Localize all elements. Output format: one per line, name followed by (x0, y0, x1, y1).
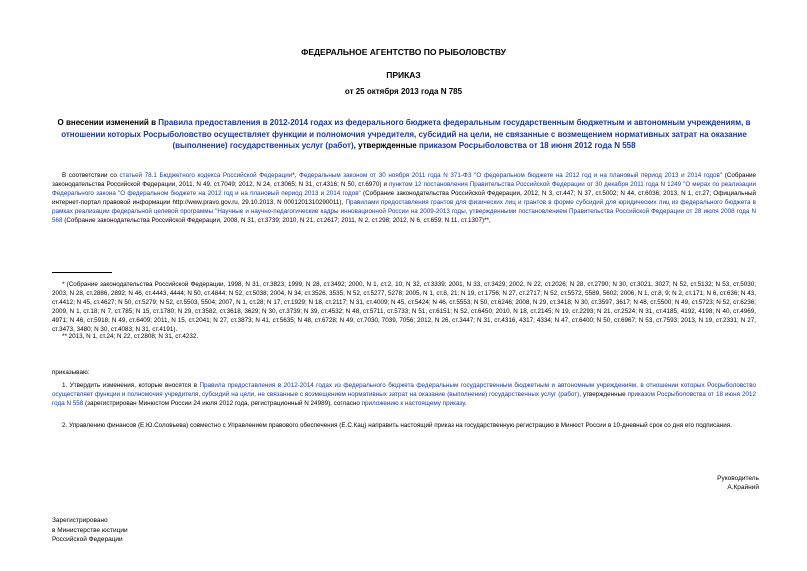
footnote-separator (52, 272, 112, 273)
signatory-position: Руководитель (717, 475, 759, 482)
preamble-text: (Собрание законодательства Российской Федерации, 2011, N 49, ст.7049; 2012, N 24, ст.3065; N 31, ст.4316; N 50, ст.6970) и (52, 172, 756, 188)
preamble-text: В соответствии со (62, 172, 120, 179)
footnote-1: * (Собрание законодательства Российской Федерации, 1998, N 31, ст.3823; 1999, N 28, ст.3492; 2000, N 1, ст.2, 10; N 32, ст.3339; 2001, N 33, ст.3429; 2002, N 22, ст.2026; N 28, ст.2790; N 30, ст.3021, 3027; N 52, ст.5132; N 53, ст.5030; 2003, N 28, ст.2886, 2892; N 46, ст.4443, 4444; N 50, ст.4844; N 52, ст.5038; 2004, N 34, ст.3526, 3535; N 52, ст.5277, 5278; 2005, N 1, ст.8, 21; N 19, ст.1756; N 27, ст.2717; N 52, ст.5572, 5589, 5602; 2006, N 1, ст.8, 9; N 2, ст.171; N 6, ст.636; N 43, ст.4412; N 45, ст.4627; N 50, ст.5279; N 52, ст.5503, 5504; 2007, N 1, ст.28; N 17, ст.1929; N 18, ст.2117; N 31, ст.4009; N 45, ст.5424; N 46, ст.5553; N 50, ст.6246; 2008, N 29, ст.3418; N 30, ст.3597, 3617; N 48, ст.5500; N 49, ст.5723; N 52, ст.6236; 2009, N 1, ст.18; N 7, ст.785; N 15, ст.1780; N 29, ст.3582, ст.3618, 3629; N 30, ст.3739; N 39, ст.4532; N 48, ст.5711, ст.5733; N 51, ст.6151; N 52, ст.6450; 2010, N 18, ст.2145; N 19, ст.2293; N 21, ст.2524; N 31, ст.4185, 4192, 4198; N 40, ст.4969, 4971; N 46, ст.5918; N 49, ст.6409; 2011, N 15, ст.2041; N 27, ст.3873; N 41, ст.5635; N 48, ст.6728; N 49, ст.7030, 7039, 7056; 2012, N 26, ст.3447; N 31, ст.4316, 4317, 4334; N 47, ст.6400; N 50, ст.6967; N 53, ст.7593; 2013, N 19, ст.2331; N 27, ст.3473, 3480; N 30, ст.4083; N 31, ст.4191). (52, 281, 756, 333)
item1-link-rules[interactable]: Правила предоставления в 2012-2014 годах из федерального бюджета федеральным государственным бюджетным и автономным учреждениям, в отношении которых Росрыболовство осуществляет функции и полномочия учредителя, субсидий на цели, не связанные с возмещением нормативных затрат на оказание (выполнение) государственных услуг (работ) (52, 382, 756, 398)
title-text: , утвержденные (353, 141, 419, 150)
order-item-2: 2. Управлению финансов (Е.Ю.Соловьева) совместно с Управлением правового обеспечения (Е.С.Кац) направить настоящий приказ на государственную регистрацию в Минюст России в 10-дневный срок со дня его подписания. (62, 422, 732, 429)
item1-text: 1. Утвердить изменения, которые вносятся в (62, 382, 200, 389)
document-title (52, 117, 756, 152)
title-link-rules[interactable]: Правила предоставления в 2012-2014 годах из федерального бюджета федеральным государственным бюджетным и автономным учреждениям, в отношении которых Росрыболовство осуществляет функции и полномочия учредителя, субсидий на цели, не связанные с возмещением нормативных затрат на оказание (выполнение) государственных услуг (работ) (61, 118, 751, 150)
registration-line: Зарегистрировано (52, 517, 108, 524)
link-grant-rules-568[interactable]: Правилами предоставления грантов для физических лиц и грантов в форме субсидий для юридических лиц из федерального бюджета в рамках реализации федеральной целевой программы "Научные и научно-педагогические кадры инновационной России на 2009-2013 годы, утвержденными постановлением Правительства Российской Федерации от 28 июля 2008 года N 568 (52, 198, 757, 224)
order-item-1 (52, 382, 756, 409)
signature-block (717, 474, 759, 492)
item1-text: , утвержденные (579, 390, 628, 398)
link-budget-code[interactable]: статьей 78.1 Бюджетного кодекса Российской Федерации (119, 172, 293, 179)
link-federal-law-371[interactable]: Федеральным законом от 30 ноября 2011 года N 371-ФЗ "О федеральном бюджете на 2012 год и на плановый период 2013 и 2014 годов" (299, 172, 723, 179)
preamble-paragraph (52, 172, 756, 225)
signatory-name: А.Крайний (727, 484, 759, 491)
title-link-order-558[interactable]: приказом Росрыболовства от 18 июня 2012 года N 558 (418, 141, 636, 150)
preamble-text: (Собрание законодательства Российской Федерации, 2012, N 3, ст.447; N 37, ст.5002; N 44, ст.6036; 2013, N 1, ст.27; Официальный интернет-портал правовой информации http://www.pravo.gov.ru, 29.10.2013, N 0001201310290011), (52, 189, 756, 206)
item1-link-appendix[interactable]: приложению к настоящему приказу (361, 399, 465, 407)
registration-line: в Министерстве юстиции (52, 526, 128, 534)
preamble-text: *, (292, 172, 300, 179)
preamble-text: (Собрание законодательства Российской Федерации, 2008, N 31, ст.3739; 2010, N 21, ст.2617; 2011, N 2, ст.298; 2012, N 6, ст.659; N 11, ст.1307)**, (62, 216, 491, 224)
title-text: О внесении изменений в (57, 118, 159, 127)
footnote-2: ** 2013, N 1, ст.24; N 22, ст.2808; N 31, ст.4232. (62, 333, 199, 340)
registration-line: Российской Федерации (52, 536, 123, 543)
item1-text: . (464, 399, 467, 407)
item1-link-order-558[interactable]: приказом Росрыболовства от 18 июня 2012 года N 558 (52, 390, 756, 407)
document-type: ПРИКАЗ (386, 70, 421, 80)
orders-intro: приказываю: (52, 369, 90, 376)
agency-name: ФЕДЕРАЛЬНОЕ АГЕНТСТВО ПО РЫБОЛОВСТВУ (301, 47, 506, 57)
item1-text: (зарегистрирован Минюстом России 24 июля 2012 года, регистрационный N 24989), согласно (83, 399, 362, 407)
link-government-decree-1249[interactable]: пунктом 12 постановления Правительства Российской Федерации от 30 декабря 2011 года N 1249 "О мерах по реализации Федерального закона "О федеральном бюджете на 2012 год и на плановый период 2013 и 2014 годов" (52, 180, 756, 197)
document-date-number: от 25 октября 2013 года N 785 (344, 87, 463, 96)
registration-block (52, 516, 128, 545)
